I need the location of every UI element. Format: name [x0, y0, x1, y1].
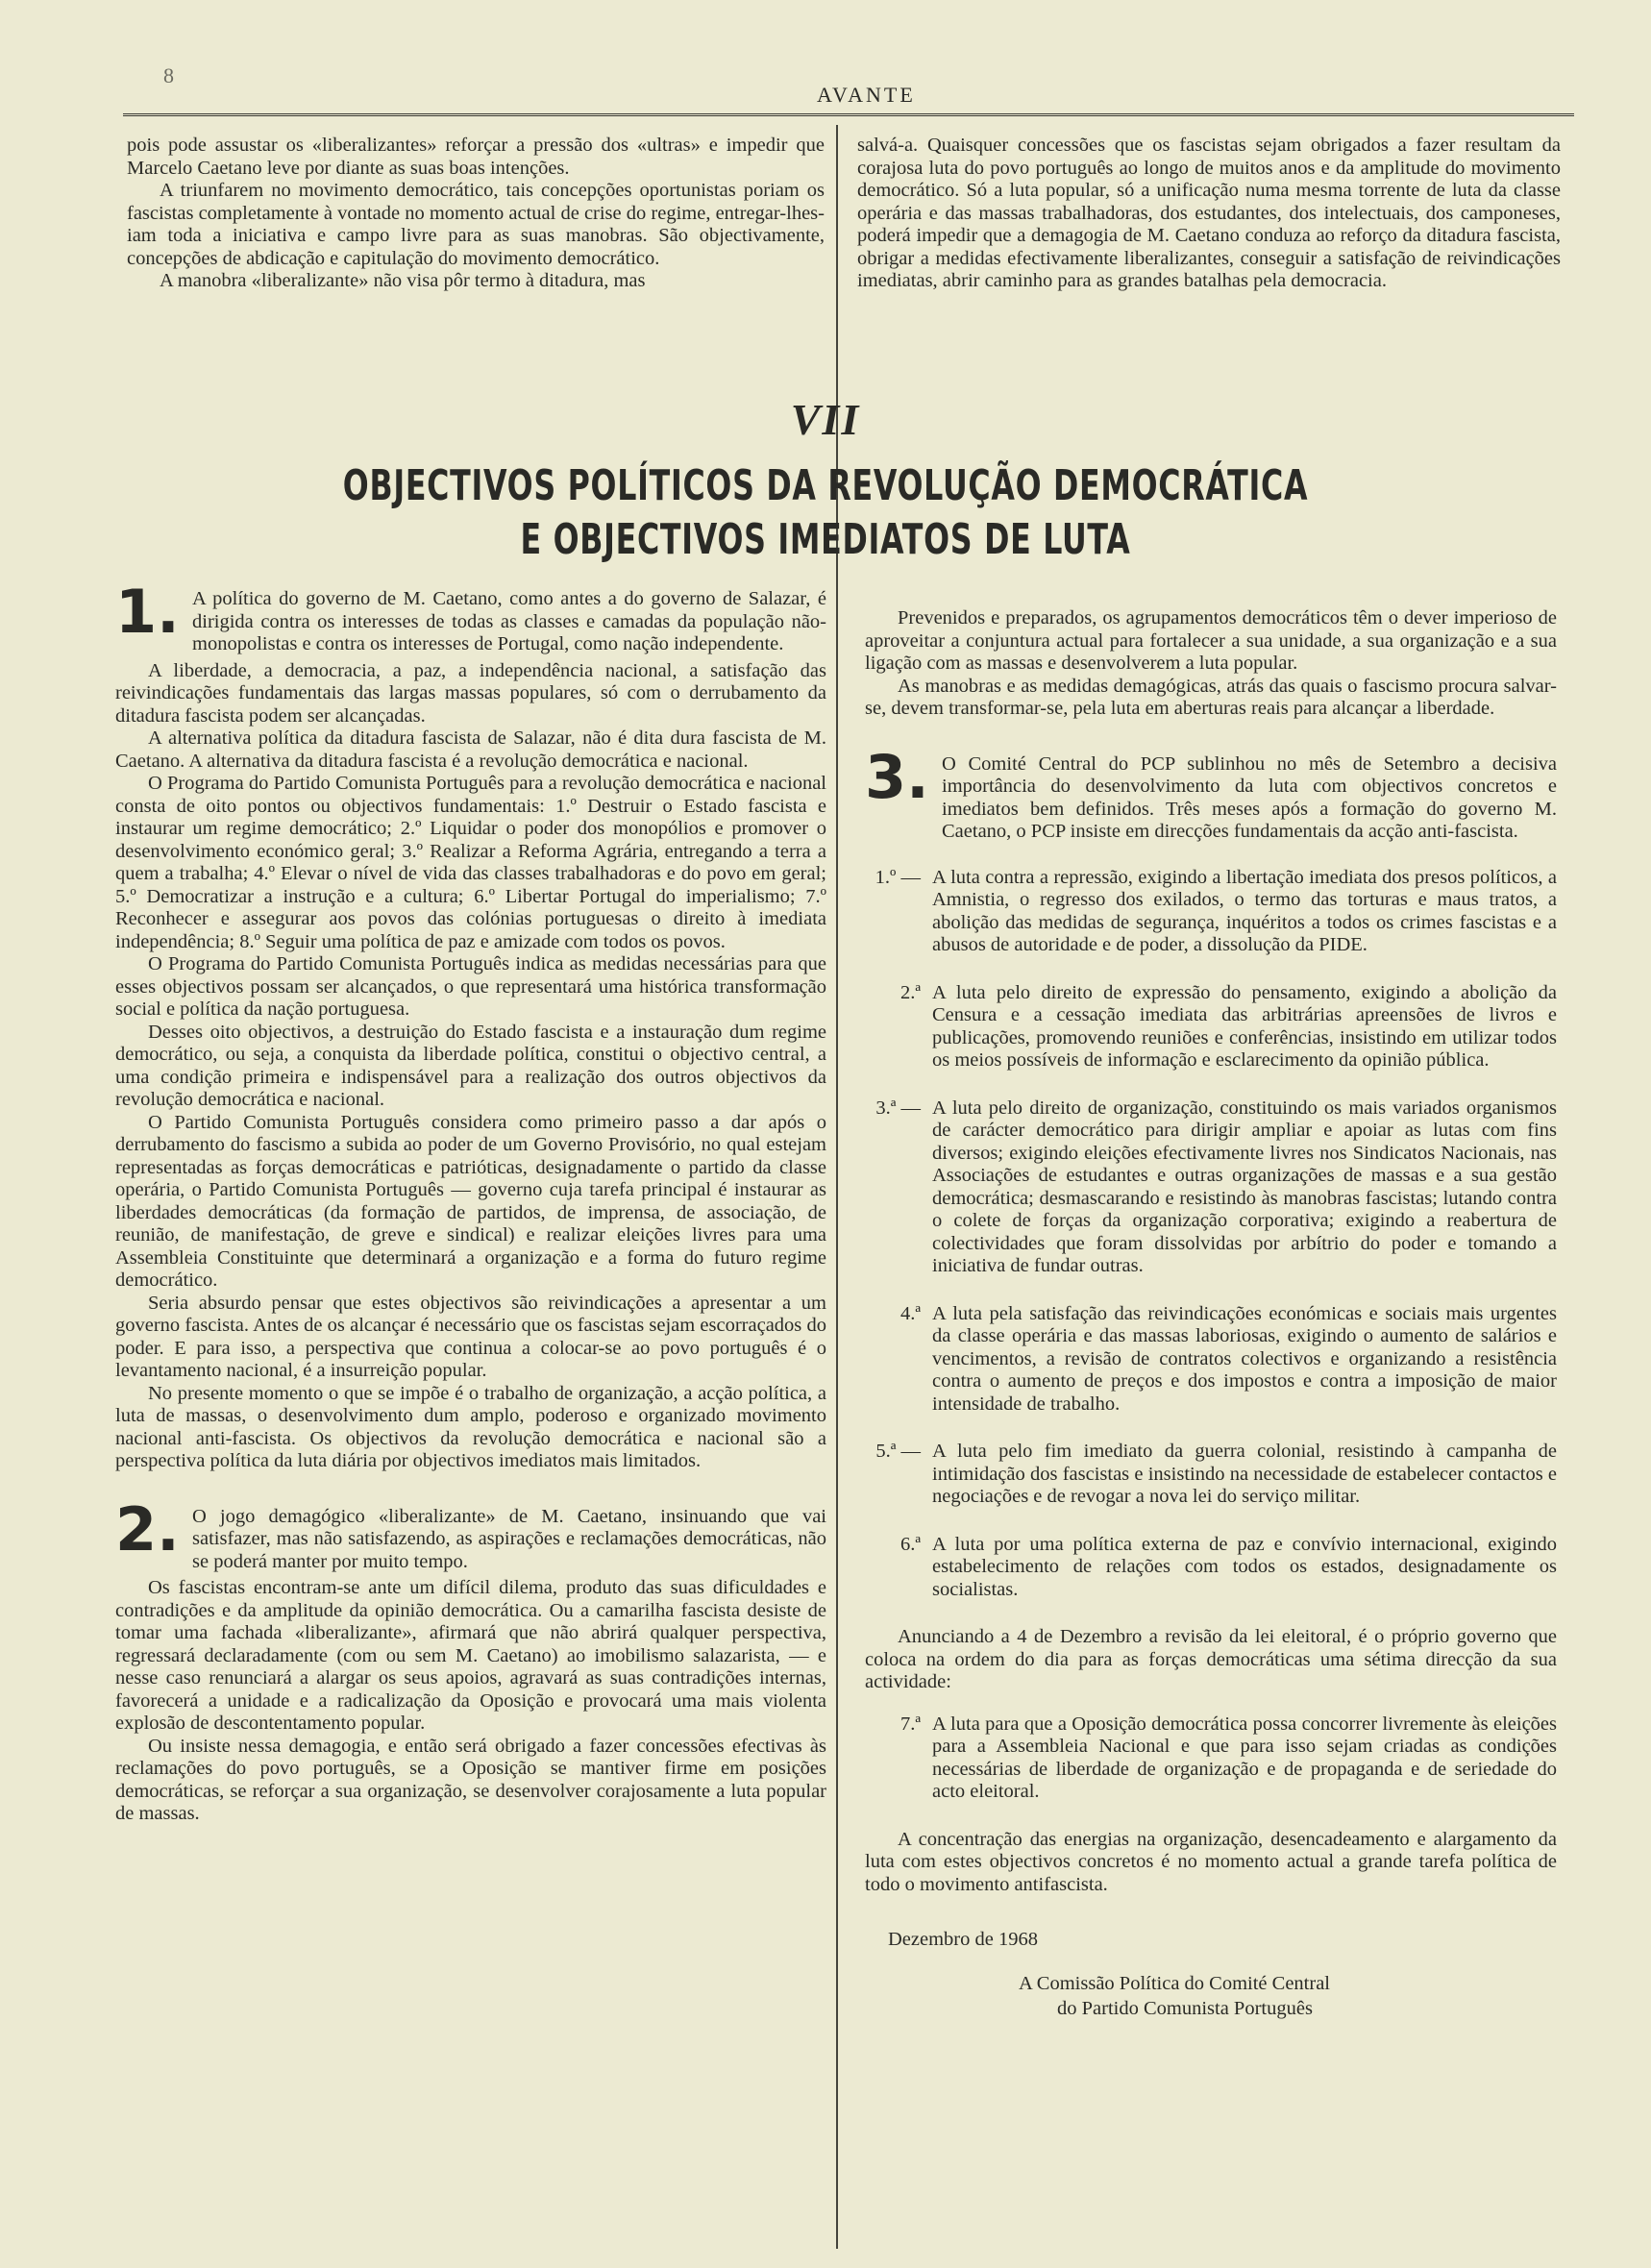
- item-number: 4.ª: [899, 1302, 921, 1324]
- list-item: [865, 867, 1557, 957]
- headline-line-1: OBJECTIVOS POLÍTICOS DA REVOLUÇÃO DEMOCRÁTICA: [342, 461, 1309, 510]
- chapter-number: VII: [790, 395, 861, 444]
- item-number: 2.ª: [899, 981, 921, 1003]
- paragraph: O Programa do Partido Comunista Português para a revolução democrática e nacional consta de oito pontos ou objectivos fundamentais: 1.º Destruir o Estado fascista e instaurar um regime democrático; 2.º Liquidar o poder dos monopólios e promover o desenvolvimento económico geral; 3.º Realizar a Reforma Agrária, entregando a terra a quem a trabalha; 4.º Elevar o nível de vida das classes trabalhadoras e do povo em geral; 5.º Democratizar a instrução e a cultura; 6.º Libertar Portugal do imperialismo; 7.º Reconhecer e assegurar aos povos das colónias portuguesas o direito à imediata independência; 8.º Seguir uma política de paz e amizade com todos os povos.: [115, 773, 826, 952]
- list-item: [865, 1441, 1557, 1509]
- paragraph: O Comité Central do PCP sublinhou no mês de Setembro a decisiva importância do desenvolvimento da luta com objectivos concretos e imediatos bem definidos. Três meses após a formação do governo M. Caetano, o PCP insiste em direcções fundamentais da acção anti-fascista.: [942, 752, 1557, 842]
- top-left-column: [127, 135, 825, 293]
- left-column: [115, 577, 826, 1826]
- section-3: [865, 741, 1557, 844]
- item-number: 5.ª —: [875, 1441, 921, 1462]
- paragraph: A manobra «liberalizante» não visa pôr termo à ditadura, mas: [160, 270, 646, 291]
- paragraph: A alternativa política da ditadura fascista de Salazar, não é dita dura fascista de M. Caetano. A alternativa da ditadura fascista é a revolução democrática e nacional.: [115, 727, 826, 772]
- item-text: A luta pelo fim imediato da guerra colonial, resistindo à campanha de intimidação dos fascistas e insistindo na necessidade de estabelecer contactos e negociações e de revogar a nova lei do serviço militar.: [932, 1441, 1557, 1507]
- paragraph: A política do governo de M. Caetano, como antes a do governo de Salazar, é dirigida contra os interesses de todas as classes e camadas da população não-monopolistas e contra os interesses de Portugal, como nação independente.: [192, 588, 826, 654]
- paragraph: As manobras e as medidas demagógicas, atrás das quais o fascismo procura salvar-se, devem transformar-se, pela luta em aberturas reais para alcançar a liberdade.: [865, 675, 1557, 719]
- item-number: 7.ª: [899, 1713, 921, 1735]
- masthead: AVANTE: [817, 83, 916, 107]
- list-item: [865, 982, 1557, 1072]
- right-column: [865, 607, 1557, 2021]
- item-text: A luta pela satisfação das reivindicações económicas e sociais mais urgentes da classe operária e das massas laboriosas, exigindo o aumento de salários e vencimentos, a revisão de contratos colectivos e organizando a resistência contra o aumento de preços e dos impostos e contra a imposição de maior intensidade de trabalho.: [932, 1302, 1557, 1415]
- paragraph: O Partido Comunista Português considera como primeiro passo a dar após o derrubamento do fascismo a subida ao poder de um Governo Provisório, no qual estejam representadas as forças democráticas e patrióticas, designadamente o partido da classe operária, o Partido Comunista Português — governo cuja tarefa principal é instaurar as liberdades democráticas (da formação de partidos, de imprensa, de associação, de reunião, de manifestação, de greve e sindical) e realizar eleições livres para uma Assembleia Constituinte que determinará a organização e a forma do futuro regime democrático.: [115, 1111, 826, 1291]
- paragraph: Anunciando a 4 de Dezembro a revisão da lei eleitoral, é o próprio governo que coloca na ordem do dia para as forças democráticas uma sétima direcção da sua actividade:: [865, 1626, 1557, 1692]
- page-number: 8: [163, 63, 174, 87]
- paragraph: A triunfarem no movimento democrático, tais concepções oportunistas poriam os fascistas completamente à vontade no momento actual de crise do regime, entregar-lhes-iam toda a iniciativa e campo livre para as suas manobras. São objectivamente, concepções de abdicação e capitulação do movimento democrático.: [127, 180, 825, 269]
- signature-line-2: do Partido Comunista Português: [1057, 1997, 1313, 2019]
- paragraph: Os fascistas encontram-se ante um difícil dilema, produto das suas dificuldades e contradições e da amplitude da opinião democrática. Ou a camarilha fascista desiste de tomar uma fachada «liberalizante», afirmará que não abrirá qualquer perspectiva, regressará declaradamente (com ou sem M. Caetano) ao imobilismo salazarista, — e nesse caso renunciará a alargar os seus apoios, agravará as suas contradições internas, favorecerá a unidade e a radicalização da Oposição e provocará uma mais violenta explosão de descontentamento popular.: [115, 1577, 826, 1734]
- list-item: [865, 1303, 1557, 1417]
- paragraph: Desses oito objectivos, a destruição do Estado fascista e a instauração dum regime democrático, ou seja, a conquista da liberdade política, constitui o objectivo central, a uma condição primeira e indispensável para a realização dos outros objectivos da revolução democrática e nacional.: [115, 1021, 826, 1110]
- paragraph: A liberdade, a democracia, a paz, a independência nacional, a satisfação das reivindicações fundamentais das largas massas populares, só com o derrubamento da ditadura fascista podem ser alcançadas.: [115, 659, 826, 727]
- paragraph: Ou insiste nessa demagogia, e então será obrigado a fazer concessões efectivas às reclamações do povo português, se a Oposição se mantiver firme em posições democráticas, se reforçar a sua organização, se desenvolver corajosamente a luta popular de massas.: [115, 1735, 826, 1824]
- section-number: 2.: [115, 1493, 180, 1565]
- paragraph: A concentração das energias na organização, desencadeamento e alargamento da luta com estes objectivos concretos é no momento actual a grande tarefa política de todo o movimento antifascista.: [865, 1828, 1557, 1895]
- headline-line-2: E OBJECTIVOS IMEDIATOS DE LUTA: [520, 515, 1131, 564]
- list-item: [865, 1097, 1557, 1278]
- paragraph: salvá-a. Quaisquer concessões que os fascistas sejam obrigados a fazer resultam da corajosa luta do povo português ao longo de muitos anos e da amplitude do movimento democrático. Só a luta popular, só a unificação numa mesma torrente de luta da classe operária e das massas trabalhadoras, dos estudantes, dos intelectuais, dos camponeses, poderá impedir que a demagogia de M. Caetano conduza ao reforço da ditadura fascista, obrigar a medidas efectivamente liberalizantes, conseguir a satisfação de reivindicações imediatas, abrir caminho para as grandes batalhas pela democracia.: [857, 135, 1561, 291]
- signature: [865, 1971, 1557, 2021]
- item-text: A luta pelo direito de organização, constituindo os mais variados organismos de carácter democrático para dirigir ampliar e apoiar as lutas com fins diversos; exigindo eleições efectivamente livres nos Sindicatos Nacionais, nas Associações de estudantes e outras organizações de massas e a sua gestão democrática; desmascarando e resistindo às manobras fascistas; lutando contra o colete de forças da organização corporativa; exigindo a reabertura de colectividades que foram dissolvidas por arbítrio do poder e tomando a iniciativa de fundar outras.: [932, 1097, 1557, 1276]
- item-number: 6.ª: [899, 1533, 921, 1555]
- paragraph: Prevenidos e preparados, os agrupamentos democráticos têm o dever imperioso de aproveitar a conjuntura actual para fortalecer a sua unidade, a sua organização e a sua ligação com as massas e desenvolverem a luta popular.: [865, 607, 1557, 674]
- paragraph: O Programa do Partido Comunista Português indica as medidas necessárias para que esses objectivos possam ser alcançados, o que representará uma histórica transformação social e política da nação portuguesa.: [115, 953, 826, 1020]
- paragraph: O jogo demagógico «liberalizante» de M. Caetano, insinuando que vai satisfazer, mas não satisfazendo, as aspirações e reclamações democráticas, não se poderá manter por muito tempo.: [192, 1505, 826, 1572]
- list-item: [865, 1713, 1557, 1804]
- section-number: 1.: [115, 577, 180, 647]
- date-line: Dezembro de 1968: [888, 1929, 1038, 1950]
- list-item: [865, 1534, 1557, 1602]
- item-text: A luta pelo direito de expressão do pensamento, exigindo a abolição da Censura e a cessação imediata das arbitrárias apreensões de livros e publicações, promovendo reuniões e conferências, insistindo em utilizar todos os meios possíveis de informação e esclarecimento da opinião pública.: [932, 981, 1557, 1071]
- section-1: [115, 577, 826, 656]
- signature-line-1: A Comissão Política do Comité Central: [1019, 1972, 1330, 1994]
- item-number: 3.ª —: [875, 1097, 921, 1119]
- item-number: 1.º —: [875, 866, 921, 888]
- paragraph: No presente momento o que se impõe é o trabalho de organização, a acção política, a luta de massas, o desenvolvimento dum amplo, poderoso e organizado movimento nacional anti-fascista. Os objectivos da revolução democrática e nacional são a perspectiva política da luta diária por objectivos imediatos mais limitados.: [115, 1382, 826, 1471]
- item-text: A luta por uma política externa de paz e convívio internacional, exigindo estabelecimento de relações com todos os estados, designadamente os socialistas.: [932, 1533, 1557, 1600]
- paragraph: Seria absurdo pensar que estes objectivos são reivindicações a apresentar a um governo fascista. Antes de os alcançar é necessário que os fascistas sejam escorraçados do poder. E para isso, a perspectiva que continua a colocar-se ao povo português é o levantamento nacional, é a insurreição popular.: [115, 1292, 826, 1381]
- item-text: A luta para que a Oposição democrática possa concorrer livremente às eleições para a Assembleia Nacional e que para isso sejam criadas as condições necessárias de liberdade de organização e de propaganda e de seriedade do acto eleitoral.: [932, 1713, 1557, 1802]
- header-rule: [123, 113, 1574, 116]
- item-text: A luta contra a repressão, exigindo a libertação imediata dos presos políticos, a Amnistia, o regresso dos exilados, o termo das torturas e maus tratos, a abolição das medidas de segurança, inquéritos a todos os crimes fascistas e a abusos de autoridade e de poder, a dissolução da PIDE.: [932, 866, 1557, 955]
- section-2: [115, 1493, 826, 1574]
- paragraph: pois pode assustar os «liberalizantes» reforçar a pressão dos «ultras» e impedir que Marcelo Caetano leve por diante as suas boas intenções.: [127, 135, 825, 179]
- top-right-column: [857, 135, 1561, 293]
- section-number: 3.: [865, 741, 929, 812]
